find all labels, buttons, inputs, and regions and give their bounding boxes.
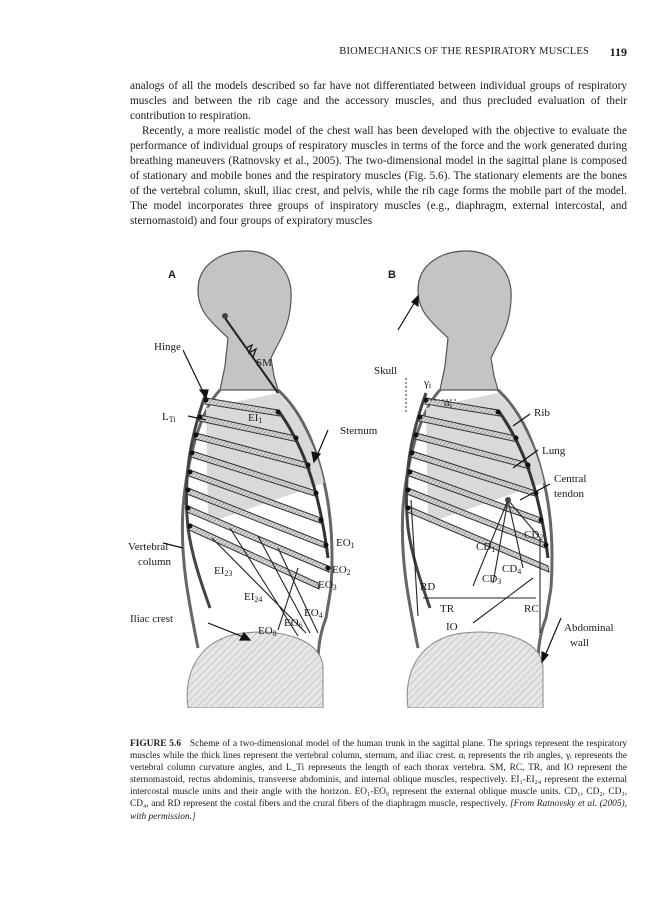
- cd2-label: CD2: [524, 529, 544, 542]
- paragraph-continued: analogs of all the models described so far have not differentiated between individual groups of respiratory muscles and between the rib cage and the accessory muscles, and thus precluded evaluation of their contribution to respiration.: [130, 80, 627, 123]
- wall-label: wall: [570, 637, 589, 649]
- skull-node-a: [222, 313, 228, 319]
- page-number: 119: [609, 45, 627, 59]
- sm-label: SM: [256, 357, 272, 369]
- caption-source: [From Ratnovsky et al. (2005), with permission.]: [130, 799, 628, 822]
- ei1-label: EI1: [248, 412, 263, 425]
- pelvis-a: [187, 632, 323, 708]
- abdominal-label: Abdominal: [564, 622, 614, 634]
- running-header: [130, 46, 627, 62]
- gamma-label: γi: [424, 377, 432, 390]
- eo1-label: EO1: [336, 537, 355, 550]
- cd3-label: CD3: [482, 573, 502, 586]
- figure-5-6: [128, 238, 628, 708]
- eo8-label: EO8: [258, 625, 277, 638]
- pelvis-b: [407, 632, 543, 708]
- figure-caption: [130, 738, 627, 823]
- trunk-model-diagram: [128, 238, 628, 708]
- panel-a: [128, 251, 378, 708]
- io-label: IO: [446, 621, 458, 633]
- head-a: [198, 251, 291, 390]
- panel-a-label: A: [168, 269, 176, 281]
- iliac-crest-label: Iliac crest: [130, 613, 174, 625]
- body-text: [130, 79, 627, 229]
- eo2-label: EO2: [332, 564, 351, 577]
- tendon-label: tendon: [554, 488, 584, 500]
- column-label: column: [138, 556, 171, 568]
- rc-label: RC: [524, 603, 539, 615]
- panel-b-label: B: [388, 269, 396, 281]
- rib-label: Rib: [534, 407, 550, 419]
- ei24-label: EI24: [244, 591, 263, 604]
- caption-label: FIGURE 5.6: [130, 739, 182, 749]
- panel-b: [374, 251, 614, 708]
- cd4-label: CD4: [502, 563, 522, 576]
- rd-label: RD: [420, 581, 436, 593]
- cd1-label: CD1: [476, 541, 496, 554]
- paragraph-model: Recently, a more realistic model of the chest wall has been developed with the objective to evaluate the performance of individual groups of respiratory muscles in terms of the force and the work generated during breathing maneuvers (Ratnovsky et al., 2005). The two-dimensional model in the sagittal plane is composed of stationary and mobile bones and the respiratory muscles (Fig. 5.6). The stationary elements are the bones of the vertebral column, skull, iliac crest, and pelvis, while the rib cage forms the mobile part of the model. The model incorporates three groups of inspiratory muscles (e.g., diaphragm, external intercostal, and sternomastoid) and four groups of expiratory muscles: [130, 125, 627, 228]
- running-title: BIOMECHANICS OF THE RESPIRATORY MUSCLES: [339, 46, 589, 57]
- central-label: Central: [554, 473, 587, 485]
- head-b: [418, 251, 511, 390]
- ei23-label: EI23: [214, 565, 233, 578]
- eo6-label: EO6: [284, 617, 303, 630]
- lt-label: LTi: [162, 411, 176, 424]
- sternum-label: Sternum: [340, 425, 378, 437]
- tr-label: TR: [440, 603, 455, 615]
- vertebral-label: Vertebral: [128, 541, 169, 553]
- skull-label: Skull: [374, 365, 398, 377]
- caption-text: Scheme of a two-dimensional model of the human trunk in the sagittal plane. The springs represent the respiratory muscles while the thick lines represent the vertebral column, sternum, and iliac crest. αᵢ represents the rib angles, γᵢ represents the vertebral column curvature angles, and L_Ti represents the length of each thorax vertebra. SM, RC, TR, and IO represent the sternomastoid, rectus abdominis, transverse abdominis, and internal oblique muscles, respectively. EI₁-EI₂₄ represent the external intercostal muscle units and their angle with the horizon. EO₁-EO₆ represent the external oblique muscle units. CD₁, CD₂, CD₃, CD₄, and RD represent the costal fibers and the crural fibers of the diaphragm muscle, respectively.: [130, 739, 628, 810]
- eo3-label: EO3: [318, 579, 337, 592]
- eo4-label: EO4: [304, 607, 323, 620]
- alpha-label: αi: [444, 397, 452, 410]
- lung-label: Lung: [542, 445, 566, 457]
- central-tendon-node: [505, 497, 511, 503]
- hinge-label: Hinge: [154, 341, 181, 353]
